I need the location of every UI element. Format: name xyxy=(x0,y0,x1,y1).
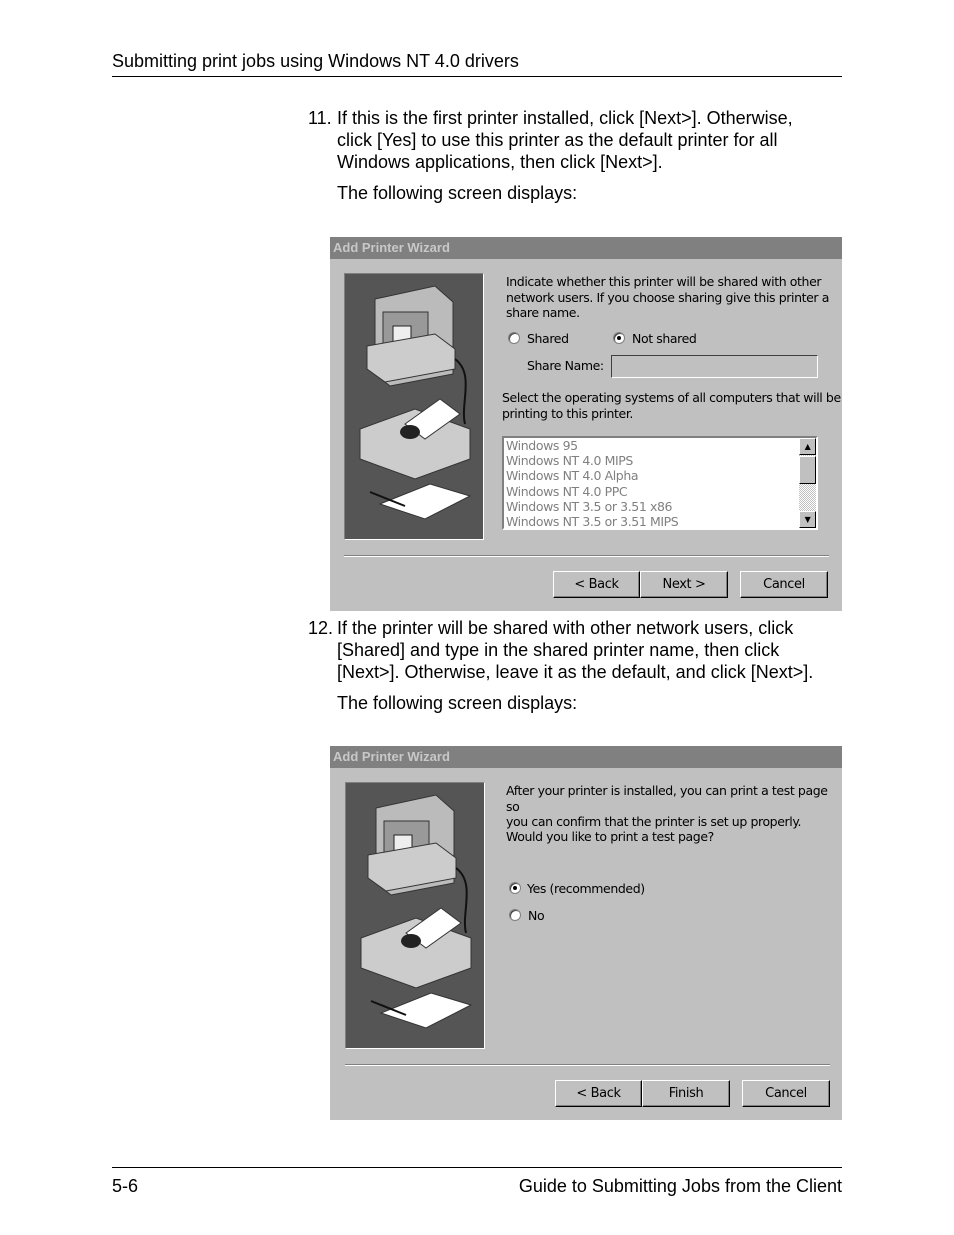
no-label[interactable]: No xyxy=(528,908,545,923)
not-shared-radio[interactable] xyxy=(613,332,625,344)
wizard-illustration xyxy=(345,782,485,1049)
text-line: [Next>]. Otherwise, leave it as the default, and click [Next>]. xyxy=(337,662,814,682)
text-line: share name. xyxy=(506,305,580,320)
text-line: Indicate whether this printer will be shared with other xyxy=(506,274,822,289)
finish-button[interactable]: Finish xyxy=(642,1080,730,1107)
back-button[interactable]: < Back xyxy=(553,571,640,598)
text-line: printing to this printer. xyxy=(502,405,634,421)
step-11 xyxy=(308,107,332,129)
wizard-illustration xyxy=(344,273,484,540)
back-button[interactable]: < Back xyxy=(555,1080,642,1107)
os-prompt xyxy=(502,390,841,421)
add-printer-wizard-test-page xyxy=(330,746,842,1120)
header-rule xyxy=(112,76,842,77)
page-number: 5-6 xyxy=(112,1176,139,1196)
share-name-input[interactable] xyxy=(611,355,818,378)
text-line: network users. If you choose sharing give this printer a xyxy=(506,289,829,305)
list-item[interactable]: Windows NT 4.0 MIPS xyxy=(506,453,633,469)
shared-label[interactable]: Shared xyxy=(527,331,569,346)
step-12 xyxy=(308,617,333,639)
dialog-title: Add Printer Wizard xyxy=(330,746,842,768)
text-line: After your printer is installed, you can print a test page so xyxy=(506,783,828,814)
share-name-label: Share Name: xyxy=(527,358,604,373)
cancel-button[interactable]: Cancel xyxy=(742,1080,830,1107)
step-number: 11. xyxy=(308,108,332,128)
not-shared-label[interactable]: Not shared xyxy=(632,331,697,346)
yes-radio[interactable] xyxy=(509,882,521,894)
step-11-text xyxy=(337,107,793,204)
text-line: [Shared] and type in the shared printer name, then click xyxy=(337,640,780,660)
list-item[interactable]: Windows NT 3.5 or 3.51 MIPS xyxy=(506,514,679,530)
scroll-thumb[interactable] xyxy=(799,456,816,484)
text-line: If this is the first printer installed, click [Next>]. Otherwise, xyxy=(337,108,793,128)
dialog-title: Add Printer Wizard xyxy=(330,237,842,259)
scrollbar[interactable] xyxy=(799,438,816,528)
cancel-button[interactable]: Cancel xyxy=(740,571,828,598)
footer-rule xyxy=(112,1167,842,1168)
sharing-intro xyxy=(506,274,829,321)
step-12-text xyxy=(337,617,813,714)
separator xyxy=(344,555,829,557)
text-line: If the printer will be shared with other network users, click xyxy=(337,618,794,638)
list-item[interactable]: Windows NT 4.0 Alpha xyxy=(506,468,639,484)
add-printer-wizard-sharing xyxy=(330,237,842,611)
yes-label[interactable]: Yes (recommended) xyxy=(527,881,645,896)
next-button[interactable]: Next > xyxy=(640,571,728,598)
separator xyxy=(345,1064,830,1066)
list-item[interactable]: Windows NT 3.5 or 3.51 x86 xyxy=(506,498,673,514)
footer-title: Guide to Submitting Jobs from the Client xyxy=(518,1176,842,1196)
text-line: click [Yes] to use this printer as the default printer for all xyxy=(337,130,778,150)
text-line: The following screen displays: xyxy=(337,693,578,713)
text-line: Windows applications, then click [Next>]. xyxy=(337,152,663,172)
shared-radio[interactable] xyxy=(508,332,520,344)
text-line: you can confirm that the printer is set up properly. xyxy=(506,814,802,829)
step-number: 12. xyxy=(308,618,334,638)
os-listbox[interactable] xyxy=(502,436,818,530)
list-item[interactable]: Windows 95 xyxy=(506,438,578,453)
computer-printer-icon xyxy=(346,783,484,1048)
scroll-up-arrow-icon[interactable]: ▲ xyxy=(799,438,816,455)
test-page-intro xyxy=(506,783,842,830)
test-page-question: Would you like to print a test page? xyxy=(506,829,714,844)
no-radio[interactable] xyxy=(509,909,521,921)
list-item[interactable]: Windows NT 4.0 PPC xyxy=(506,483,628,499)
computer-printer-icon xyxy=(345,274,483,539)
text-line: Select the operating systems of all computers that will be xyxy=(502,390,841,405)
running-header: Submitting print jobs using Windows NT 4.0 drivers xyxy=(112,51,519,71)
text-line: The following screen displays: xyxy=(337,183,578,203)
scroll-down-arrow-icon[interactable]: ▼ xyxy=(799,511,816,528)
